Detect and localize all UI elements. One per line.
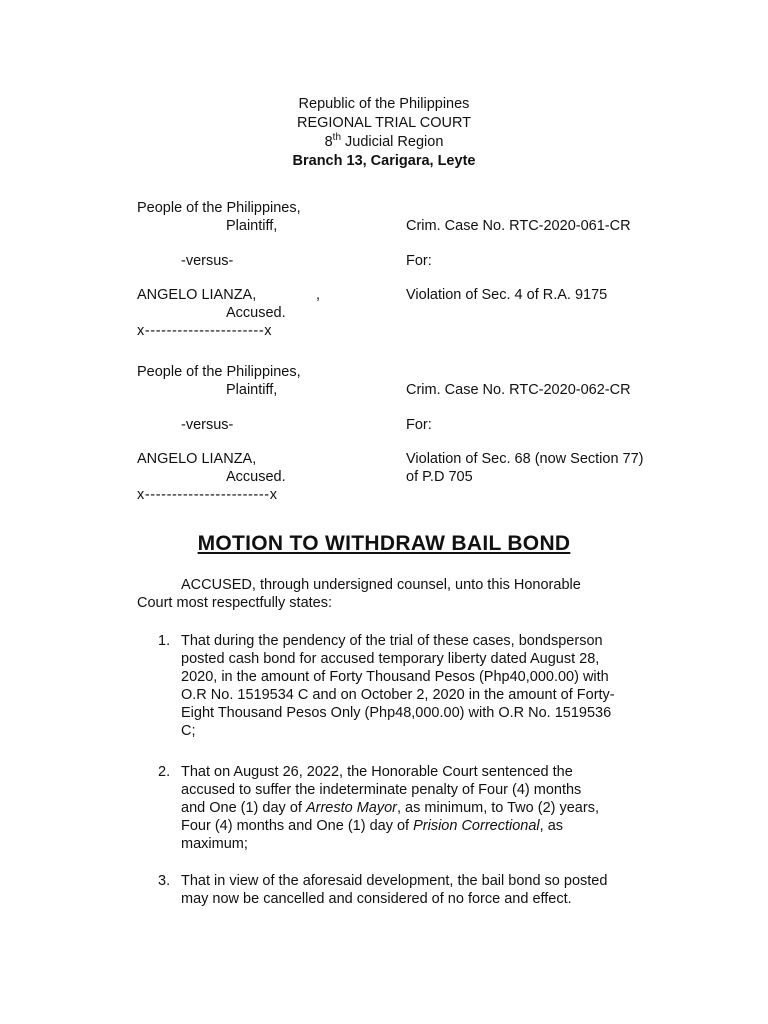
plaintiff-role: Plaintiff,	[226, 218, 278, 234]
party-plaintiff: People of the Philippines,	[137, 364, 301, 380]
violation-text-line1: Violation of Sec. 68 (now Section 77)	[406, 451, 644, 467]
versus-label: -versus-	[181, 253, 234, 269]
item-line: That on August 26, 2022, the Honorable Court sentenced the	[181, 764, 573, 780]
text-run: , as	[539, 818, 564, 834]
violation-text-line2: of P.D 705	[406, 469, 473, 485]
item-line: 2020, in the amount of Forty Thousand Pesos (Php40,000.00) with	[181, 669, 609, 685]
item-line: accused to suffer the indeterminate penalty of Four (4) months	[181, 782, 582, 798]
header-region-rest: Judicial Region	[341, 134, 444, 150]
accused-name: ANGELO LIANZA,	[137, 287, 257, 303]
italic-term: Arresto Mayor	[305, 800, 397, 816]
item-line: That in view of the aforesaid development, the bail bond so posted	[181, 873, 608, 889]
item-line: O.R No. 1519534 C and on October 2, 2020 in the amount of Forty-	[181, 687, 615, 703]
item-line: C;	[181, 723, 196, 739]
accused-role: Accused.	[226, 305, 286, 321]
header-republic: Republic of the Philippines	[298, 96, 470, 112]
versus-label: -versus-	[181, 417, 234, 433]
court-header	[0, 95, 768, 171]
intro-paragraph	[137, 576, 678, 612]
caption-separator: x-----------------------x	[137, 487, 278, 503]
header-branch: Branch 13, Carigara, Leyte	[292, 153, 476, 169]
header-court: REGIONAL TRIAL COURT	[296, 115, 472, 131]
text-run: , as minimum, to Two (2) years,	[397, 800, 599, 816]
item-text	[181, 632, 678, 740]
item-line: posted cash bond for accused temporary liberty dated August 28,	[181, 651, 600, 667]
header-region-num: 8	[324, 134, 333, 150]
header-region	[0, 133, 768, 152]
caption-separator: x----------------------x	[137, 323, 273, 339]
item-line: Eight Thousand Pesos Only (Php48,000.00) with O.R No. 1519536	[181, 705, 612, 721]
item-line: may now be cancelled and considered of no force and effect.	[181, 891, 572, 907]
intro-line-1: ACCUSED, through undersigned counsel, unto this Honorable	[181, 577, 581, 593]
item-line: That during the pendency of the trial of these cases, bondsperson	[181, 633, 603, 649]
accused-comma: ,	[316, 287, 321, 303]
plaintiff-role: Plaintiff,	[226, 382, 278, 398]
accused-role: Accused.	[226, 469, 286, 485]
document-title: MOTION TO WITHDRAW BAIL BOND	[197, 532, 571, 555]
header-region-sup: th	[332, 132, 342, 144]
for-label: For:	[406, 417, 432, 433]
intro-line-2: Court most respectfully states:	[137, 595, 333, 611]
item-number: 1.	[158, 633, 171, 649]
case-caption-1	[137, 199, 697, 340]
case-caption-2	[137, 363, 697, 504]
text-run: Four (4) months and One (1) day of	[181, 818, 414, 834]
case-number: Crim. Case No. RTC-2020-061-CR	[406, 218, 631, 234]
item-line	[181, 799, 678, 817]
violation-text: Violation of Sec. 4 of R.A. 9175	[406, 287, 608, 303]
item-number: 3.	[158, 873, 171, 889]
party-plaintiff: People of the Philippines,	[137, 200, 301, 216]
italic-term: Prision Correctional	[413, 818, 540, 834]
case-number: Crim. Case No. RTC-2020-062-CR	[406, 382, 631, 398]
text-run: and One (1) day of	[181, 800, 306, 816]
accused-name: ANGELO LIANZA,	[137, 451, 257, 467]
for-label: For:	[406, 253, 432, 269]
item-number: 2.	[158, 764, 171, 780]
item-line: maximum;	[181, 836, 248, 852]
item-text	[181, 763, 678, 853]
item-line	[181, 817, 678, 835]
item-text	[181, 872, 678, 908]
